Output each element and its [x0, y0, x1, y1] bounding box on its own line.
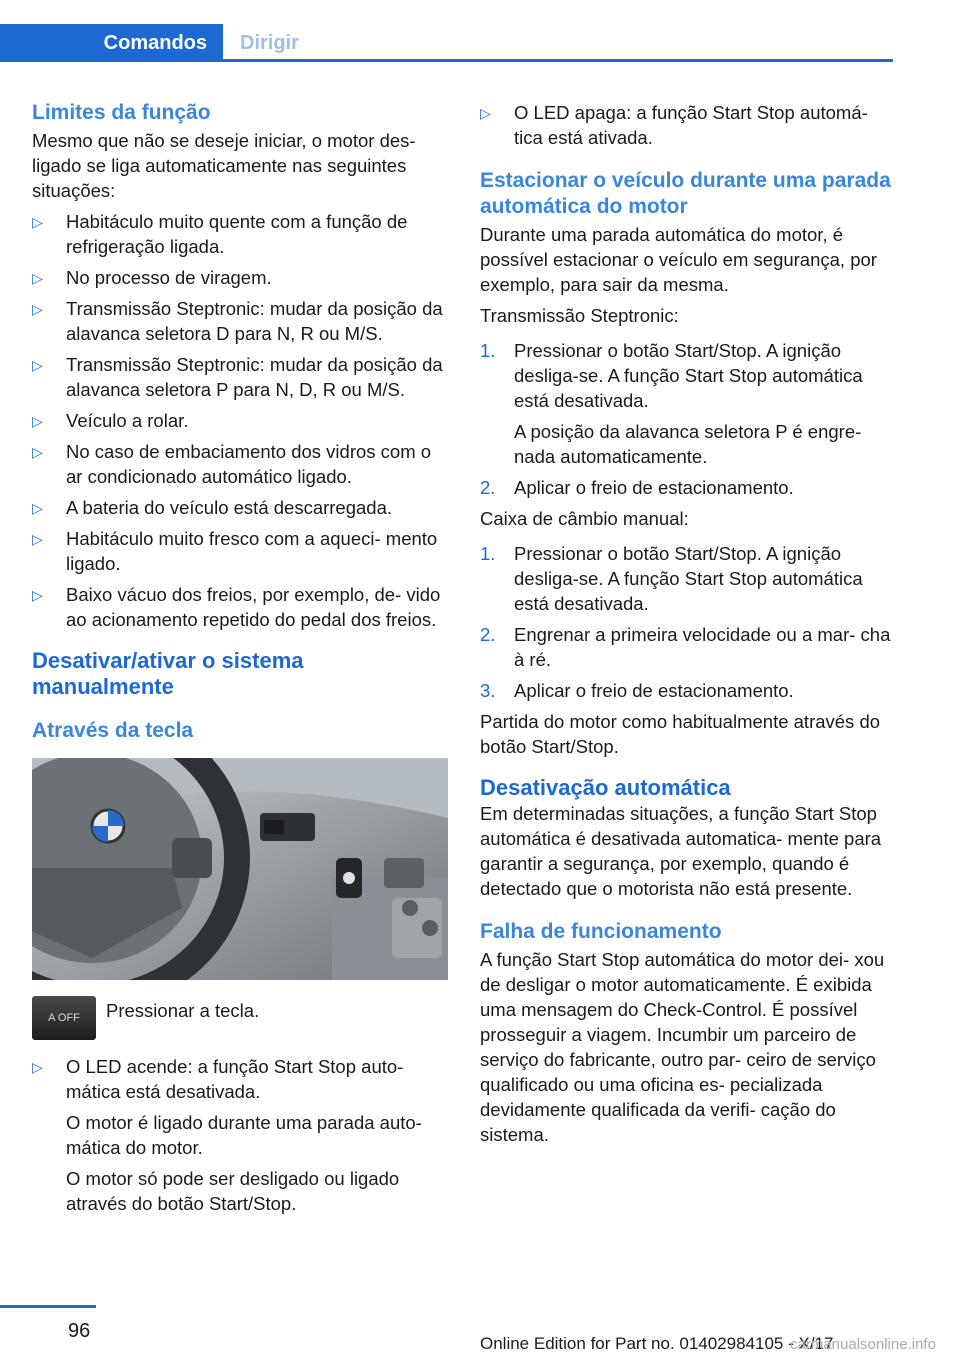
heading-park: Estacionar o veículo durante uma parada automática do motor	[480, 169, 891, 218]
triangle-bullet-icon: ▷	[32, 270, 43, 286]
list-item: ▷ O LED apaga: a função Start Stop automá- tica está ativada.	[480, 102, 868, 148]
press-key-text: Pressionar a tecla.	[106, 1000, 260, 1021]
triangle-bullet-icon: ▷	[32, 214, 43, 230]
footer-watermark: carmanualsonline.info	[790, 1336, 936, 1353]
heading-malfunction: Falha de funcionamento	[480, 920, 722, 943]
triangle-bullet-icon: ▷	[32, 587, 43, 603]
footer-edition: Online Edition for Part no. 01402984105 - X/17	[480, 1334, 834, 1353]
list-item: ▷ Transmissão Steptronic: mudar da posição da alavanca seletora D para N, R ou M/S.	[32, 298, 443, 344]
list-item: ▷ No processo de viragem.	[32, 265, 450, 290]
triangle-bullet-icon: ▷	[480, 105, 491, 121]
heading-limits: Limites da função	[32, 101, 211, 124]
triangle-bullet-icon: ▷	[32, 1059, 43, 1075]
heading-deactivate: Desativar/ativar o sistema manualmente	[32, 648, 304, 699]
paragraph-auto-deactivation: Em determinadas situações, a função Start Stop automática é desativada automatica- mente para garantir a segurança, por exemplo, quando é detectado que o motorista não está presente.	[480, 803, 882, 899]
limits-list	[32, 209, 450, 632]
list-item: 2. Engrenar a primeira velocidade ou a mar- cha à ré.	[480, 624, 891, 670]
page-number: 96	[68, 1320, 91, 1342]
list-item: ▷ Habitáculo muito quente com a função de refrigeração ligada.	[32, 211, 408, 257]
list-item: ▷ Baixo vácuo dos freios, por exemplo, de- vido ao acionamento repetido do pedal dos freios.	[32, 584, 441, 630]
list-item: 3. Aplicar o freio de estacionamento.	[480, 680, 794, 701]
list-item: 1. Pressionar o botão Start/Stop. A ignição desliga-se. A função Start Stop automática está desativada. A posição da alavanca seletora P é engre- nada automaticamente.	[480, 340, 863, 467]
triangle-bullet-icon: ▷	[32, 413, 43, 429]
triangle-bullet-icon: ▷	[32, 301, 43, 317]
list-item: ▷ No caso de embaciamento dos vidros com o ar condicionado automático ligado.	[32, 441, 432, 487]
left-column	[32, 100, 450, 1222]
triangle-bullet-icon: ▷	[32, 531, 43, 547]
triangle-bullet-icon: ▷	[32, 444, 43, 460]
list-item: ▷ A bateria do veículo está descarregada.	[32, 495, 450, 520]
heading-auto-deactivation: Desativação automática	[480, 775, 731, 800]
key-row	[32, 996, 450, 1040]
paragraph-manual: Caixa de câmbio manual:	[480, 508, 689, 529]
steptronic-steps	[480, 338, 898, 500]
tab-comandos[interactable]: Comandos	[0, 24, 223, 62]
heading-via-key: Através da tecla	[32, 719, 194, 742]
tab-dirigir[interactable]: Dirigir	[240, 31, 299, 54]
manual-steps	[480, 541, 898, 703]
paragraph-restart: Partida do motor como habitualmente através do botão Start/Stop.	[480, 711, 881, 757]
triangle-bullet-icon: ▷	[32, 357, 43, 373]
paragraph-limits: Mesmo que não se deseje iniciar, o motor des- ligado se liga automaticamente nas seguintes situações:	[32, 130, 416, 201]
paragraph-park: Durante uma parada automática do motor, é possível estacionar o veículo em segurança, por exemplo, para sair da mesma.	[480, 224, 877, 295]
start-stop-off-key-icon: A OFF	[32, 996, 96, 1040]
led-list	[32, 1054, 450, 1216]
header-tabbar	[0, 24, 893, 62]
paragraph-malfunction: A função Start Stop automática do motor dei- xou de desligar o motor automaticamente. É exibida uma mensagem do Check-Control. É possível prosseguir a viagem. Incumbir um parceiro de serviço do fabricante, outro par- ceiro de serviço qualificado ou uma oficina es- pecializada devidamente qualificada da verifi- cação do sistema.	[480, 949, 885, 1145]
list-item: ▷ O LED acende: a função Start Stop auto- mática está desativada. O motor é ligado durante uma parada auto- mática do motor. O motor só pode ser desligado ou ligado através do botão Start/Stop.	[32, 1056, 422, 1214]
paragraph-steptronic: Transmissão Steptronic:	[480, 305, 679, 326]
list-item: 2. Aplicar o freio de estacionamento.	[480, 477, 794, 498]
right-column	[480, 100, 898, 1153]
footer-line	[0, 1305, 96, 1308]
list-item: 1. Pressionar o botão Start/Stop. A ignição desliga-se. A função Start Stop automática está desativada.	[480, 543, 863, 614]
list-item: ▷ Veículo a rolar.	[32, 408, 450, 433]
triangle-bullet-icon: ▷	[32, 500, 43, 516]
list-item: ▷ Transmissão Steptronic: mudar da posição da alavanca seletora P para N, D, R ou M/S.	[32, 354, 443, 400]
cockpit-photo	[32, 758, 448, 980]
list-item: ▷ Habitáculo muito fresco com a aqueci- mento ligado.	[32, 528, 438, 574]
steering-wheel-illustration-icon	[32, 758, 448, 980]
led-off-list	[480, 100, 898, 150]
